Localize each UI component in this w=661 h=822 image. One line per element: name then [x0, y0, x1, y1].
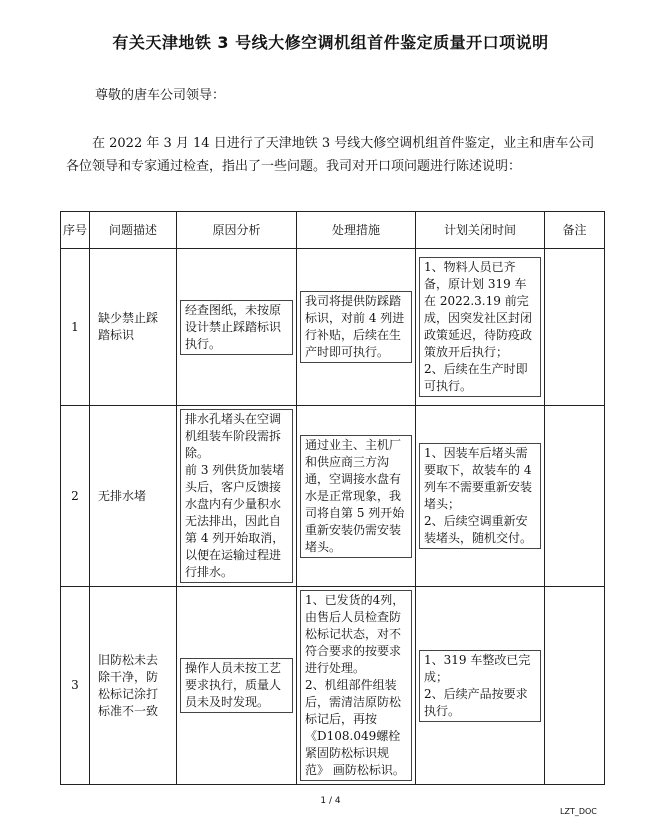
header-cause: 原因分析: [177, 212, 297, 249]
cause-text: 排水孔堵头在空调机组装车阶段需拆除。 前 3 列供货加装堵头后，客户反馈接水盘内有少量积水无法排出，因此自第 4 列开始取消，以便在运输过程进行排水。: [180, 409, 293, 583]
measure-text: 1、已发货的4列，由售后人员检查防松标记状态，对不符合要求的按要求进行处理。 2、机组部件组装后，需清洁原防松标记后，再按《D108.049螺栓紧固防松标识规范》 画防松标识。: [300, 590, 412, 781]
document-code: LZT_DOC: [560, 807, 597, 816]
table-header-row: [61, 212, 605, 249]
plan-text: 1、因装车后堵头需要取下，故装车的 4 列车不需要重新安装堵头； 2、后续空调重新安装堵头，随机交付。: [419, 443, 541, 549]
problem-text: 旧防松未去除干净，防松标记涂打标准不一致: [98, 652, 159, 718]
page-number: 1 / 4: [320, 796, 341, 806]
plan-cell: [416, 587, 545, 785]
measure-text: 我司将提供防踩踏标识，对前 4 列进行补贴，后续在生产时即可执行。: [300, 291, 412, 363]
measure-cell: [297, 406, 416, 587]
table-row: [61, 249, 605, 406]
header-no: 序号: [61, 212, 90, 249]
cause-text: 经查图纸，未按原设计禁止踩踏标识执行。: [180, 300, 293, 355]
page-title: 有关天津地铁 3 号线大修空调机组首件鉴定质量开口项说明: [112, 33, 549, 52]
plan-text: 1、物料人员已齐备，原计划 319 车在 2022.3.19 前完成，因突发社区封闭政策延迟，待防疫政策放开后执行； 2、后续在生产时即可执行。: [419, 257, 541, 397]
table-row: [61, 406, 605, 587]
row-number: 2: [61, 406, 90, 587]
remark-cell: [545, 406, 605, 587]
remark-cell: [545, 587, 605, 785]
header-plan: 计划关闭时间: [416, 212, 545, 249]
problem-text: 无排水堵: [98, 488, 147, 503]
row-number: 3: [61, 587, 90, 785]
cause-text: 操作人员未按工艺要求执行，质量人员未及时发现。: [180, 658, 293, 713]
problem-cell: [90, 587, 177, 785]
remark-cell: [545, 249, 605, 406]
header-remark: 备注: [545, 212, 605, 249]
problem-cell: [90, 249, 177, 406]
plan-cell: [416, 249, 545, 406]
problem-text: 缺少禁止踩踏标识: [98, 311, 159, 342]
intro-paragraph: 在 2022 年 3 月 14 日进行了天津地铁 3 号线大修空调机组首件鉴定，业主和唐车公司各位领导和专家通过检查，指出了一些问题。我司对开口项问题进行陈述说明：: [66, 136, 595, 174]
measure-text: 通过业主、主机厂和供应商三方沟通，空调接水盘有水是正常现象，我司将自第 5 列开始重新安装仍需安装堵头。: [300, 435, 412, 558]
cause-cell: [177, 406, 297, 587]
measure-cell: [297, 587, 416, 785]
cause-cell: [177, 249, 297, 406]
row-number: 1: [61, 249, 90, 406]
issues-table: [60, 211, 605, 785]
measure-cell: [297, 249, 416, 406]
table-row: [61, 587, 605, 785]
salutation: 尊敬的唐车公司领导：: [95, 88, 226, 103]
plan-cell: [416, 406, 545, 587]
header-measure: 处理措施: [297, 212, 416, 249]
problem-cell: [90, 406, 177, 587]
cause-cell: [177, 587, 297, 785]
header-problem: 问题描述: [90, 212, 177, 249]
plan-text: 1、319 车整改已完成； 2、后续产品按要求执行。: [419, 650, 541, 722]
